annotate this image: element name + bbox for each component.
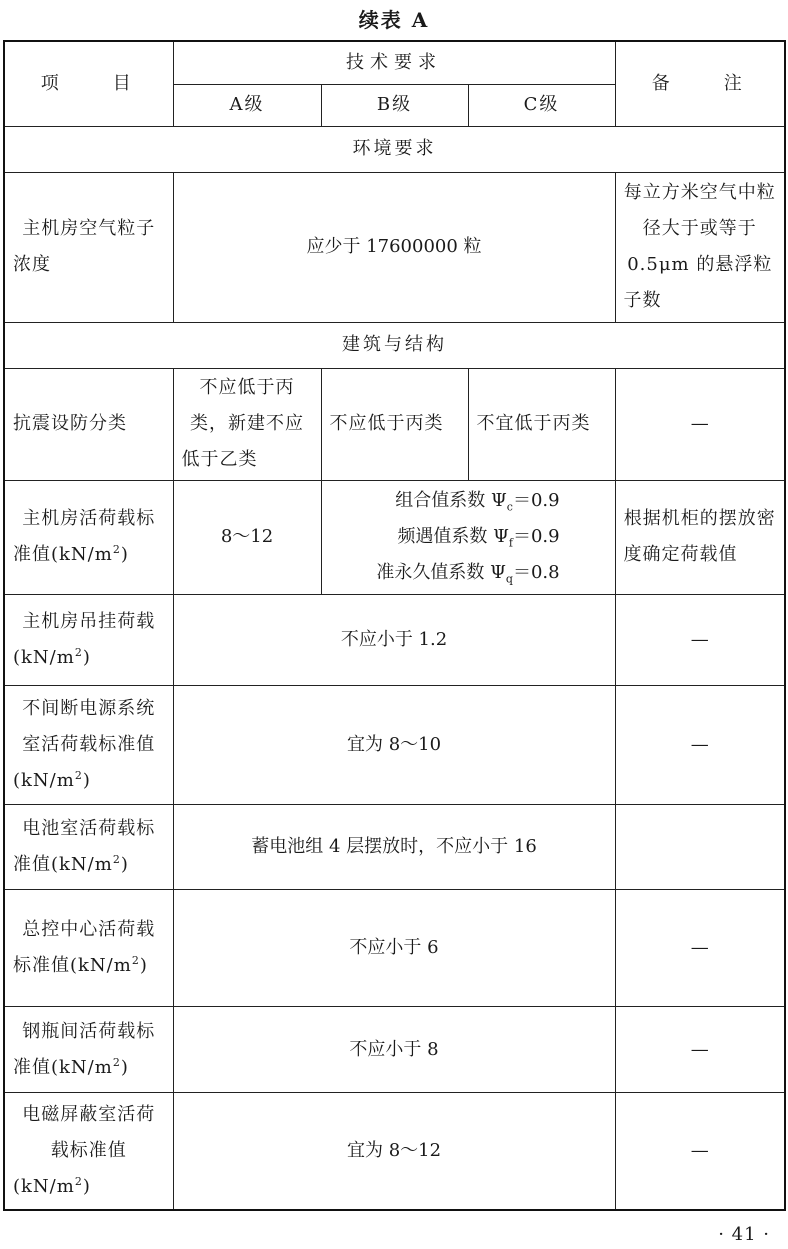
note-control: — — [615, 890, 785, 1007]
item-seismic: 抗震设防分类 — [4, 368, 173, 480]
factor-frequent: 频遇值系数 $\Psi_f=0.9$ — [397, 526, 560, 550]
note-particle: 每立方米空气中粒径大于或等于 0.5μm 的悬浮粒子数 — [615, 172, 785, 322]
table-row — [4, 594, 785, 685]
table-row — [4, 172, 785, 322]
item-cylinder: 钢瓶间活荷载标准值$(kN/m^2)$ — [4, 1007, 173, 1093]
table-row — [4, 1093, 785, 1210]
page-number: · 41 · — [718, 1224, 770, 1245]
header-grade-a: A级 — [173, 84, 321, 126]
section-env: 环境要求 — [4, 126, 785, 172]
item-live-load: 主机房活荷载标准值$(kN/m^2)$ — [4, 480, 173, 594]
factor-quasi-permanent: 准永久值系数 $\Psi_q=0.8$ — [376, 562, 560, 586]
value-control: 不应小于 6 — [173, 890, 615, 1007]
factor-combination: 组合值系数 $\Psi_c=0.9$ — [395, 490, 560, 514]
value-particle: 应少于 17600000 粒 — [173, 172, 615, 322]
table-row — [4, 1007, 785, 1093]
note-seismic: — — [615, 368, 785, 480]
note-battery — [615, 805, 785, 890]
table-row — [4, 480, 785, 594]
header-grade-b: B级 — [321, 84, 468, 126]
section-building: 建筑与结构 — [4, 322, 785, 368]
table-row — [4, 805, 785, 890]
value-cylinder: 不应小于 8 — [173, 1007, 615, 1093]
note-shield: — — [615, 1093, 785, 1210]
header-tech: 技术要求 — [173, 41, 615, 84]
value-shield: 宜为 8～12 — [173, 1093, 615, 1210]
live-load-factors — [321, 480, 615, 594]
header-grade-c: C级 — [468, 84, 615, 126]
seismic-grade-c: 不宜低于丙类 — [468, 368, 615, 480]
section-row-env — [4, 126, 785, 172]
seismic-grade-a: 不应低于丙类，新建不应低于乙类 — [173, 368, 321, 480]
item-ups: 不间断电源系统室活荷载标准值$(kN/m^2)$ — [4, 686, 173, 805]
requirements-table — [3, 40, 786, 1211]
note-live-load: 根据机柜的摆放密度确定荷载值 — [615, 480, 785, 594]
note-cylinder: — — [615, 1007, 785, 1093]
item-battery: 电池室活荷载标准值$(kN/m^2)$ — [4, 805, 173, 890]
value-ups: 宜为 8～10 — [173, 686, 615, 805]
table-row — [4, 368, 785, 480]
table-title: 续表 A — [358, 8, 430, 32]
table-row — [4, 686, 785, 805]
value-hanging: 不应小于 1.2 — [173, 594, 615, 685]
item-particle: 主机房空气粒子浓度 — [4, 172, 173, 322]
note-ups: — — [615, 686, 785, 805]
value-live-load: 8～12 — [173, 480, 321, 594]
table-row — [4, 890, 785, 1007]
header-note: 备 注 — [615, 41, 785, 126]
section-row-building — [4, 322, 785, 368]
header-row-1 — [4, 41, 785, 84]
item-hanging: 主机房吊挂荷载$(kN/m^2)$ — [4, 594, 173, 685]
value-battery: 蓄电池组 4 层摆放时，不应小于 16 — [173, 805, 615, 890]
note-hanging: — — [615, 594, 785, 685]
header-item: 项 目 — [4, 41, 173, 126]
item-shield: 电磁屏蔽室活荷载标准值$(kN/m^2)$ — [4, 1093, 173, 1210]
item-control: 总控中心活荷载标准值$(kN/m^2)$ — [4, 890, 173, 1007]
seismic-grade-b: 不应低于丙类 — [321, 368, 468, 480]
